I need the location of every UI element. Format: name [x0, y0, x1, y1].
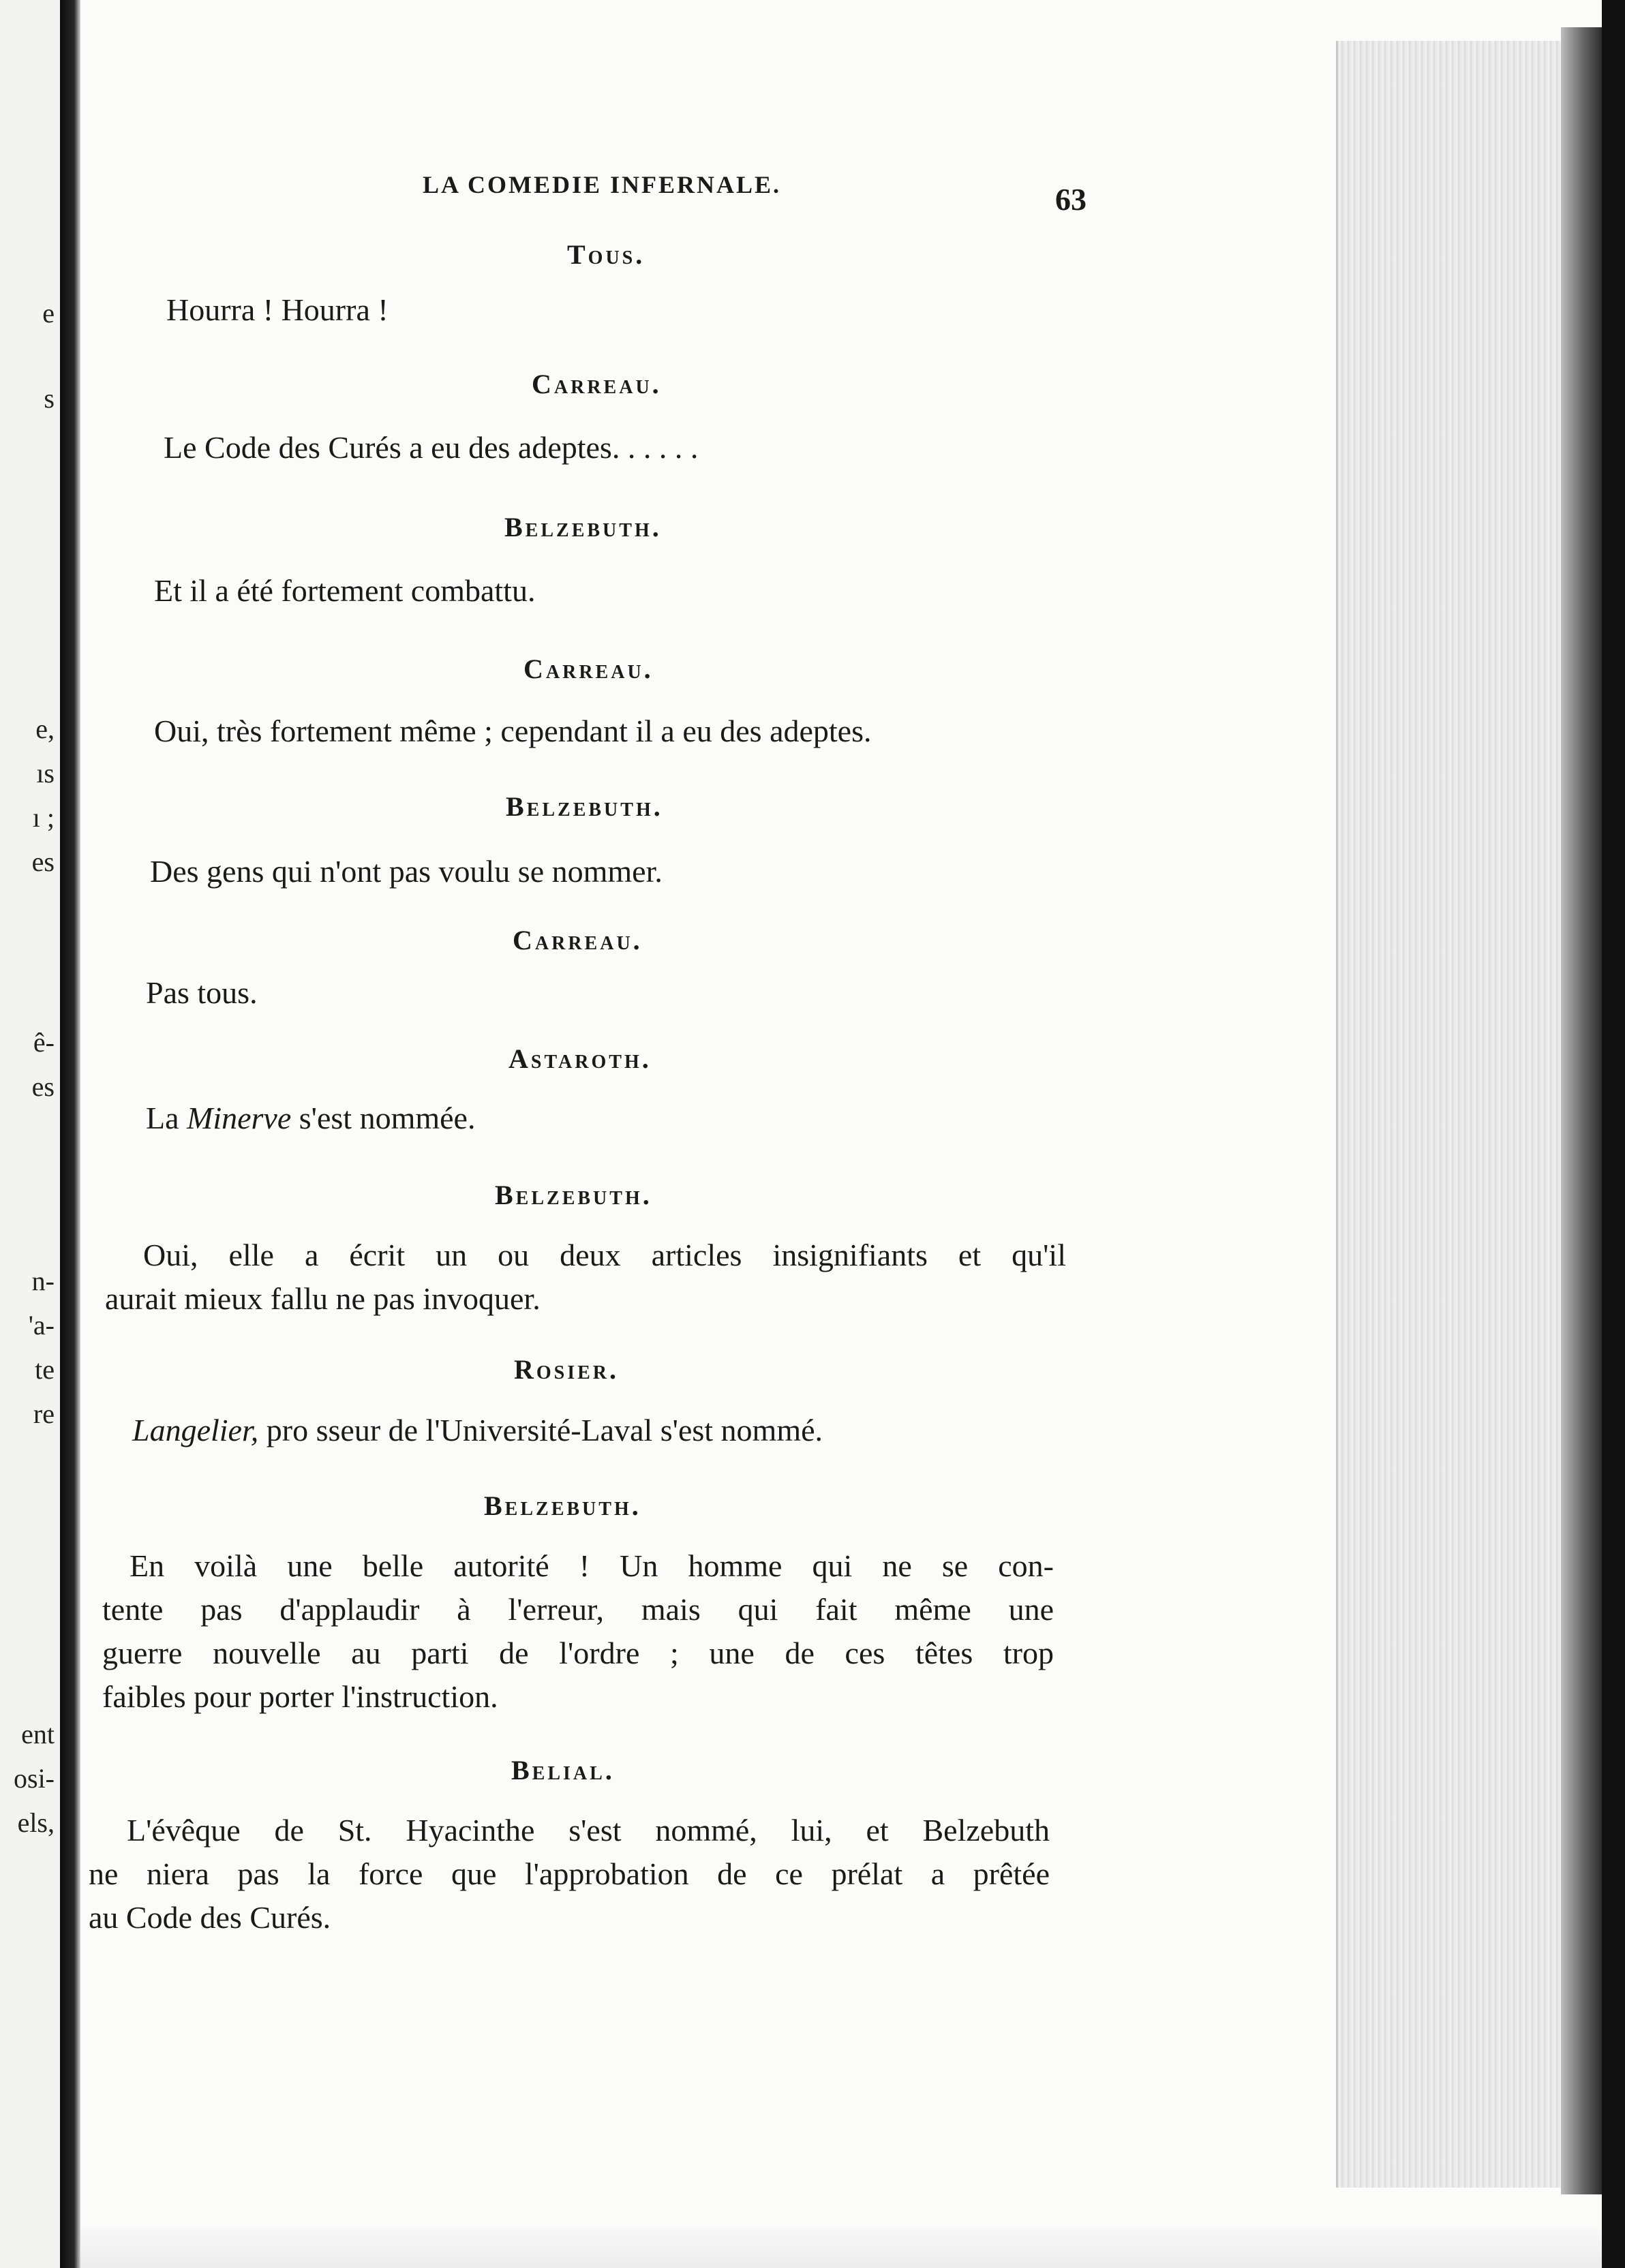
facing-page-fragment: re: [33, 1398, 55, 1429]
italic-name: Langelier,: [132, 1413, 259, 1447]
speaker-name: Rosier.: [514, 1354, 620, 1385]
dialogue-line: Des gens qui n'ont pas voulu se nommer.: [150, 854, 663, 889]
text-segment: La: [146, 1101, 187, 1135]
paragraph-line: tente pas d'applaudir à l'erreur, mais qui fait même une: [102, 1592, 1054, 1627]
book-gutter: [60, 0, 80, 2268]
facing-page-fragment: osi-: [14, 1763, 55, 1794]
paragraph-line: au Code des Curés.: [89, 1900, 331, 1935]
facing-page-edge: [0, 0, 60, 2268]
dialogue-line: Oui, très fortement même ; cependant il a eu des adeptes.: [154, 714, 872, 748]
speaker-name: Belzebuth.: [506, 791, 663, 822]
speaker-name: Carreau.: [513, 925, 643, 955]
paragraph-line: aurait mieux fallu ne pas invoquer.: [105, 1281, 541, 1316]
page-stack-shadow: [1561, 27, 1602, 2194]
facing-page-fragment: 'a-: [28, 1310, 55, 1340]
text-segment: s'est nommée.: [291, 1101, 476, 1135]
facing-page-fragment: e: [42, 298, 55, 328]
facing-page-fragment: es: [31, 846, 55, 877]
paragraph-line: En voilà une belle autorité ! Un homme qui ne se con-: [130, 1548, 1054, 1583]
dialogue-line: [146, 1097, 475, 1139]
facing-page-fragment: els,: [17, 1807, 55, 1838]
paragraph-line: faibles pour porter l'instruction.: [102, 1679, 498, 1714]
text-segment: pro sseur de l'Université-Laval s'est nommé.: [258, 1413, 823, 1447]
facing-page-fragment: n-: [31, 1266, 55, 1296]
dialogue-line: Et il a été fortement combattu.: [154, 573, 536, 608]
speaker-name: Carreau.: [532, 369, 662, 399]
paragraph-line: L'évêque de St. Hyacinthe s'est nommé, lui, et Belzebuth: [127, 1813, 1050, 1848]
dialogue-paragraph: [105, 1233, 1066, 1321]
speaker-name: Astaroth.: [508, 1043, 652, 1074]
facing-page-fragment: ıs: [36, 758, 55, 788]
speaker-name: Belzebuth.: [504, 512, 662, 542]
scan-border: [1602, 0, 1625, 2268]
italic-title: Minerve: [187, 1101, 292, 1135]
paragraph-line: Oui, elle a écrit un ou deux articles insignifiants et qu'il: [143, 1238, 1066, 1272]
dialogue-line: [132, 1409, 823, 1452]
facing-page-fragment: ent: [21, 1719, 55, 1749]
facing-page-fragment: ê-: [33, 1027, 55, 1058]
paragraph-line: ne niera pas la force que l'approbation de ce prélat a prêtée: [89, 1856, 1050, 1891]
speaker-name: Carreau.: [523, 654, 654, 684]
dialogue-paragraph: [89, 1809, 1050, 1940]
dialogue-line: Pas tous.: [146, 975, 258, 1010]
dialogue-line: Hourra ! Hourra !: [166, 292, 389, 327]
dialogue-line: Le Code des Curés a eu des adeptes. . . . . .: [164, 430, 699, 465]
paragraph-line: guerre nouvelle au parti de l'ordre ; une de ces têtes trop: [102, 1636, 1054, 1670]
page-bottom-strip: [80, 2228, 1602, 2268]
page-stack-edge: [1336, 41, 1590, 2188]
facing-page-fragment: s: [44, 383, 55, 414]
facing-page-fragment: e,: [35, 714, 55, 744]
page-number: 63: [1055, 182, 1087, 217]
running-title: LA COMEDIE INFERNALE.: [423, 171, 782, 198]
facing-page-fragment: es: [31, 1071, 55, 1102]
dialogue-paragraph: [102, 1544, 1054, 1719]
speaker-name: Belzebuth.: [495, 1180, 652, 1210]
facing-page-fragment: te: [35, 1354, 55, 1385]
speaker-name: Belial.: [511, 1755, 615, 1786]
facing-page-fragment: ı ;: [32, 802, 55, 833]
speaker-name: Belzebuth.: [484, 1490, 641, 1521]
speaker-name: Tous.: [567, 239, 646, 270]
